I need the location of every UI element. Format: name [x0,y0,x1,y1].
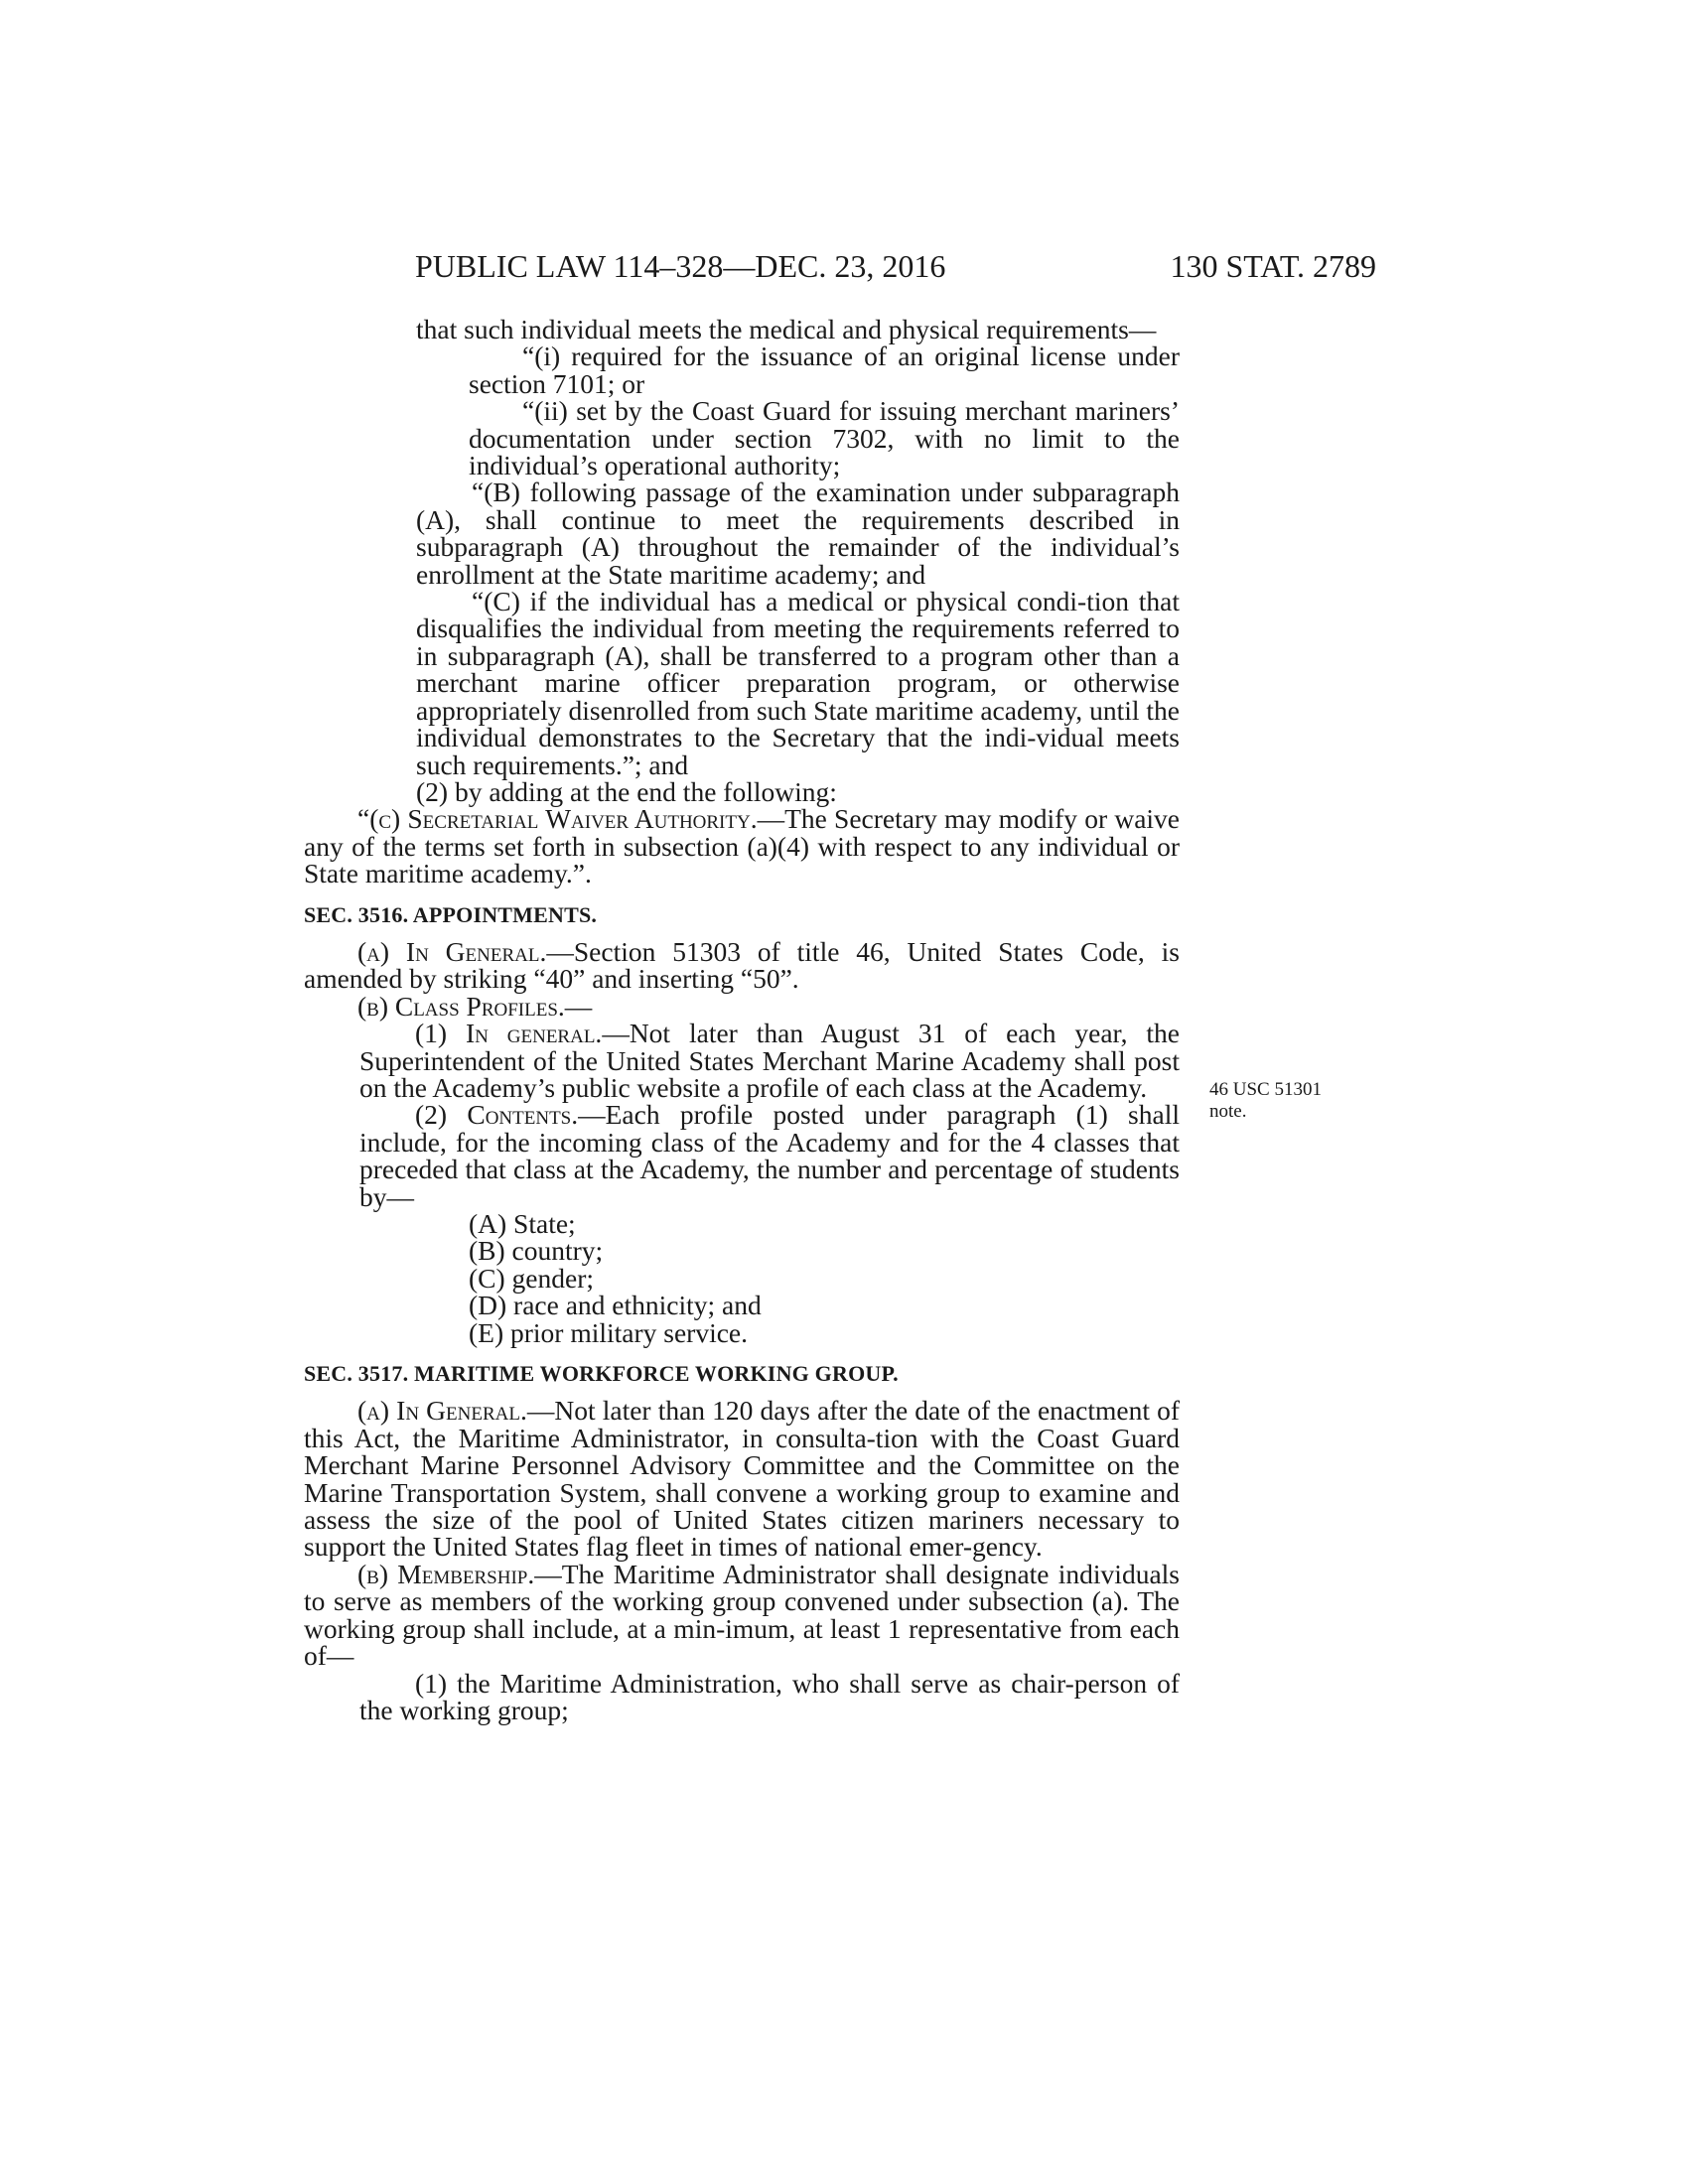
subparagraph-b: “(B) following passage of the examination under subparagraph (A), shall continue to meet the requirements described in subparagraph (A) throughout the remainder of the individual’s enrollment at the State maritime academy; and [416,477,1180,590]
section-3516-b-2 [304,1101,1180,1210]
margin-note-label: note. [1209,1101,1247,1122]
paragraph-continuation: that such individual meets the medical and physical requirements— [416,314,1157,344]
running-header-title: PUBLIC LAW 114–328—DEC. 23, 2016 [415,248,946,284]
section-3517-b-text: —The Maritime Administrator shall designate individuals to serve as members of the working group convened under subsection (a). The working group shall include, at a min-imum, at least 1 representative from each of— [304,1558,1180,1672]
section-3517-a [304,1395,1180,1563]
section-3516-b-2-text: —Each profile posted under paragraph (1) shall include, for the incoming class of the Academy and for the 4 classes that preceded that class at the Academy, the number and percentage of students by— [359,1099,1180,1212]
subparagraph-c: “(C) if the individual has a medical or physical condi-tion that disqualifies the individual from meeting the requirements referred to in subparagraph (A), shall be transferred to a program other than a merchant marine officer preparation program, or otherwise appropriately disenrolled from such State maritime academy, until the individual demonstrates to the Secretary that the indi-vidual meets such requirements.”; and [416,586,1180,780]
section-3517-b-heading: (b) Membership. [357,1558,535,1589]
section-3517-b-1: (1) the Maritime Administration, who shall serve as chair-person of the working group; [359,1667,1180,1725]
section-3516-a-text: —Section 51303 of title 46, United States Code, is amended by striking “40” and inserting “50”. [304,935,1180,995]
subsection-c [304,805,1180,887]
list-item-d: (D) race and ethnicity; and [469,1290,762,1321]
section-3516-b-1-text: —Not later than August 31 of each year, the Superintendent of the United States Merchant Marine Academy shall post on the Academy’s public website a profile of each class at the Academy. [359,1018,1180,1103]
section-3516-b-1 [304,1020,1180,1101]
section-3516-b-heading: (b) Class Profiles. [357,990,565,1022]
clause-i: “(i) required for the issuance of an original license under section 7101; or [469,341,1180,399]
section-3516-a [304,935,1180,995]
document-body [304,316,1180,1723]
list-item-b: (B) country; [469,1235,604,1267]
section-3516-b [304,990,1180,1022]
list-item-e: (E) prior military service. [469,1316,749,1348]
section-3516-a-heading: (a) In General. [357,935,547,967]
section-3516-b-2-heading: (2) Contents. [415,1099,579,1131]
section-3517-a-text: —Not later than 120 days after the date of the enactment of this Act, the Maritime Administrator, in consulta-tion with the Coast Guard Merchant Marine Personnel Advisory Committee and the Committee on the Marine Transportation System, shall convene a working group to examine and assess the size of the pool of United States citizen mariners necessary to support the United States flag fleet in times of national emer-gency. [304,1395,1180,1563]
clause-list [304,341,1180,481]
subsection-c-text: —The Secretary may modify or waive any of the terms set forth in subsection (a)(4) with respect to any individual or State maritime academy.”. [304,803,1181,889]
section-3516-b-1-heading: (1) In general. [415,1018,603,1049]
list-item-a: (A) State; [469,1208,576,1239]
section-heading-3516: SEC. 3516. APPOINTMENTS. [304,901,598,927]
paragraph-2: (2) by adding at the end the following: [416,775,837,807]
running-header-page-number: 130 STAT. 2789 [1170,248,1376,284]
section-3517-a-heading: (a) In General. [357,1395,527,1427]
section-3516-b-text: — [564,990,593,1022]
list-item-c: (C) gender; [469,1262,594,1294]
margin-note [1209,1079,1322,1123]
section-3517-b [304,1558,1180,1672]
margin-note-citation: 46 USC 51301 [1209,1079,1322,1100]
subsection-c-heading: “(c) Secretarial Waiver Authority. [357,803,758,835]
section-heading-3517: SEC. 3517. MARITIME WORKFORCE WORKING GROUP. [304,1361,899,1387]
clause-ii: “(ii) set by the Coast Guard for issuing merchant mariners’ documentation under section 7302, with no limit to the individual’s operational authority; [469,395,1180,481]
